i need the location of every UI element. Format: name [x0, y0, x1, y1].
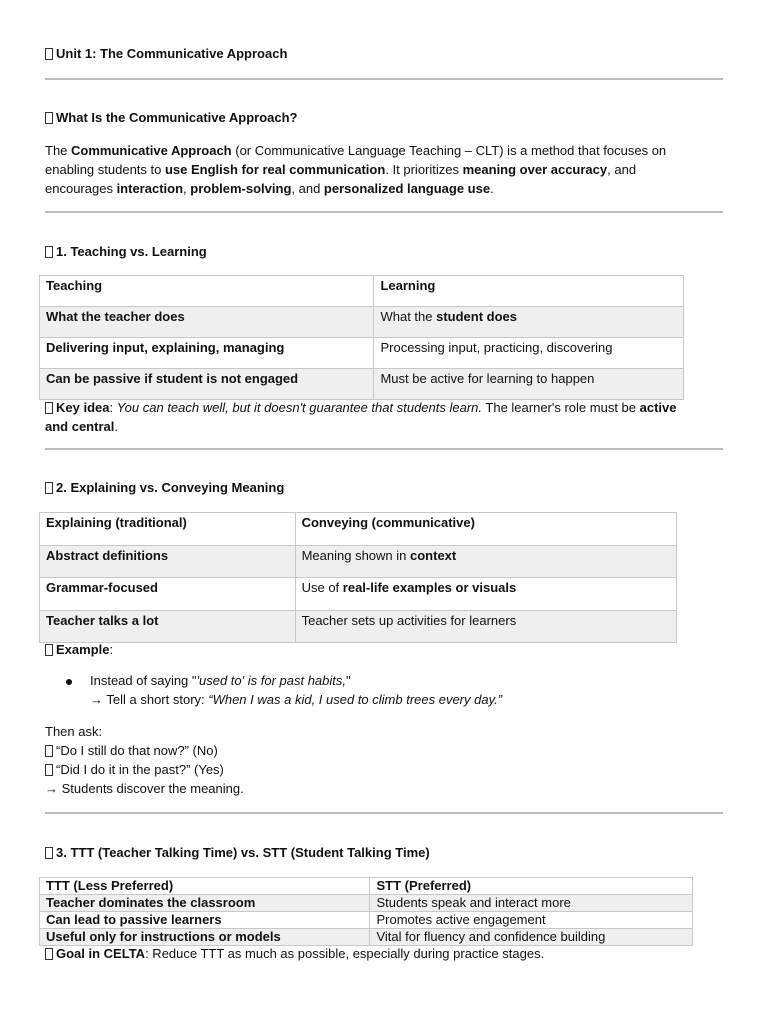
- intro-paragraph: The Communicative Approach (or Communicative Language Teaching – CLT) is a method that focuses on enabling students to use English for real communication. It prioritizes meaning over accuracy, and encourages interaction, problem-solving, and personalized language use.: [45, 143, 667, 196]
- missing-glyph-icon: [45, 402, 53, 414]
- table-cell: Delivering input, explaining, managing: [40, 338, 374, 369]
- example-bullet: Instead of saying "'used to' is for past habits,": [90, 673, 351, 688]
- bullet-dot-icon: [66, 679, 72, 685]
- missing-glyph-icon: [45, 246, 53, 258]
- table-cell: What the student does: [374, 307, 684, 338]
- table-cell: Must be active for learning to happen: [374, 369, 684, 400]
- table-header-cell: Teaching: [40, 276, 374, 307]
- table-header-cell: Conveying (communicative): [295, 513, 676, 546]
- example-story: → Tell a short story: “When I was a kid, I used to climb trees every day.”: [90, 692, 503, 707]
- intro-heading: What Is the Communicative Approach?: [45, 110, 298, 125]
- divider: [45, 211, 723, 213]
- teaching-learning-table: [39, 275, 684, 400]
- table-header-cell: TTT (Less Preferred): [40, 878, 370, 895]
- example-label: Example:: [45, 642, 113, 657]
- section1-heading: 1. Teaching vs. Learning: [45, 244, 207, 259]
- table-cell: Grammar-focused: [40, 578, 296, 611]
- missing-glyph-icon: [45, 48, 53, 60]
- table-row: [40, 307, 684, 338]
- missing-glyph-icon: [45, 948, 53, 960]
- table-row: [40, 912, 693, 929]
- arrow-icon: →: [45, 781, 58, 796]
- section2-heading: 2. Explaining vs. Conveying Meaning: [45, 480, 284, 495]
- table-cell: Teacher sets up activities for learners: [295, 611, 676, 643]
- table-cell: Can be passive if student is not engaged: [40, 369, 374, 400]
- divider: [45, 812, 723, 814]
- table-cell: Vital for fluency and confidence building: [370, 929, 693, 946]
- table-row: [40, 929, 693, 946]
- divider: [45, 78, 723, 80]
- table-cell: Abstract definitions: [40, 546, 296, 578]
- missing-glyph-icon: [45, 644, 53, 656]
- table-cell: Teacher dominates the classroom: [40, 895, 370, 912]
- divider: [45, 448, 723, 450]
- table-cell: Useful only for instructions or models: [40, 929, 370, 946]
- table-header-cell: STT (Preferred): [370, 878, 693, 895]
- missing-glyph-icon: [45, 847, 53, 859]
- question-1: “Do I still do that now?” (No): [45, 743, 218, 758]
- table-header-row: [40, 276, 684, 307]
- table-header-row: [40, 513, 677, 546]
- discover-line: → Students discover the meaning.: [45, 781, 244, 796]
- explaining-conveying-table: [39, 512, 677, 643]
- table-cell: Students speak and interact more: [370, 895, 693, 912]
- then-ask: Then ask:: [45, 724, 103, 739]
- missing-glyph-icon: [45, 482, 53, 494]
- missing-glyph-icon: [45, 764, 53, 776]
- table-row: [40, 338, 684, 369]
- table-row: [40, 546, 677, 578]
- section3-heading: 3. TTT (Teacher Talking Time) vs. STT (Student Talking Time): [45, 845, 430, 860]
- table-row: [40, 895, 693, 912]
- table-cell: Meaning shown in context: [295, 546, 676, 578]
- key-idea-note: Key idea: You can teach well, but it doesn't guarantee that students learn. The learner's role must be active and central.: [45, 400, 677, 434]
- table-row: [40, 611, 677, 643]
- missing-glyph-icon: [45, 112, 53, 124]
- table-row: [40, 369, 684, 400]
- table-cell: Can lead to passive learners: [40, 912, 370, 929]
- arrow-icon: →: [90, 692, 103, 707]
- goal-note: Goal in CELTA: Reduce TTT as much as possible, especially during practice stages.: [45, 946, 544, 961]
- unit-title: Unit 1: The Communicative Approach: [45, 46, 287, 61]
- table-header-cell: Learning: [374, 276, 684, 307]
- question-2: “Did I do it in the past?” (Yes): [45, 762, 224, 777]
- missing-glyph-icon: [45, 745, 53, 757]
- table-header-cell: Explaining (traditional): [40, 513, 296, 546]
- ttt-stt-table: [39, 877, 693, 946]
- table-row: [40, 578, 677, 611]
- table-cell: What the teacher does: [40, 307, 374, 338]
- table-cell: Processing input, practicing, discovering: [374, 338, 684, 369]
- table-cell: Use of real-life examples or visuals: [295, 578, 676, 611]
- table-header-row: [40, 878, 693, 895]
- table-cell: Promotes active engagement: [370, 912, 693, 929]
- table-cell: Teacher talks a lot: [40, 611, 296, 643]
